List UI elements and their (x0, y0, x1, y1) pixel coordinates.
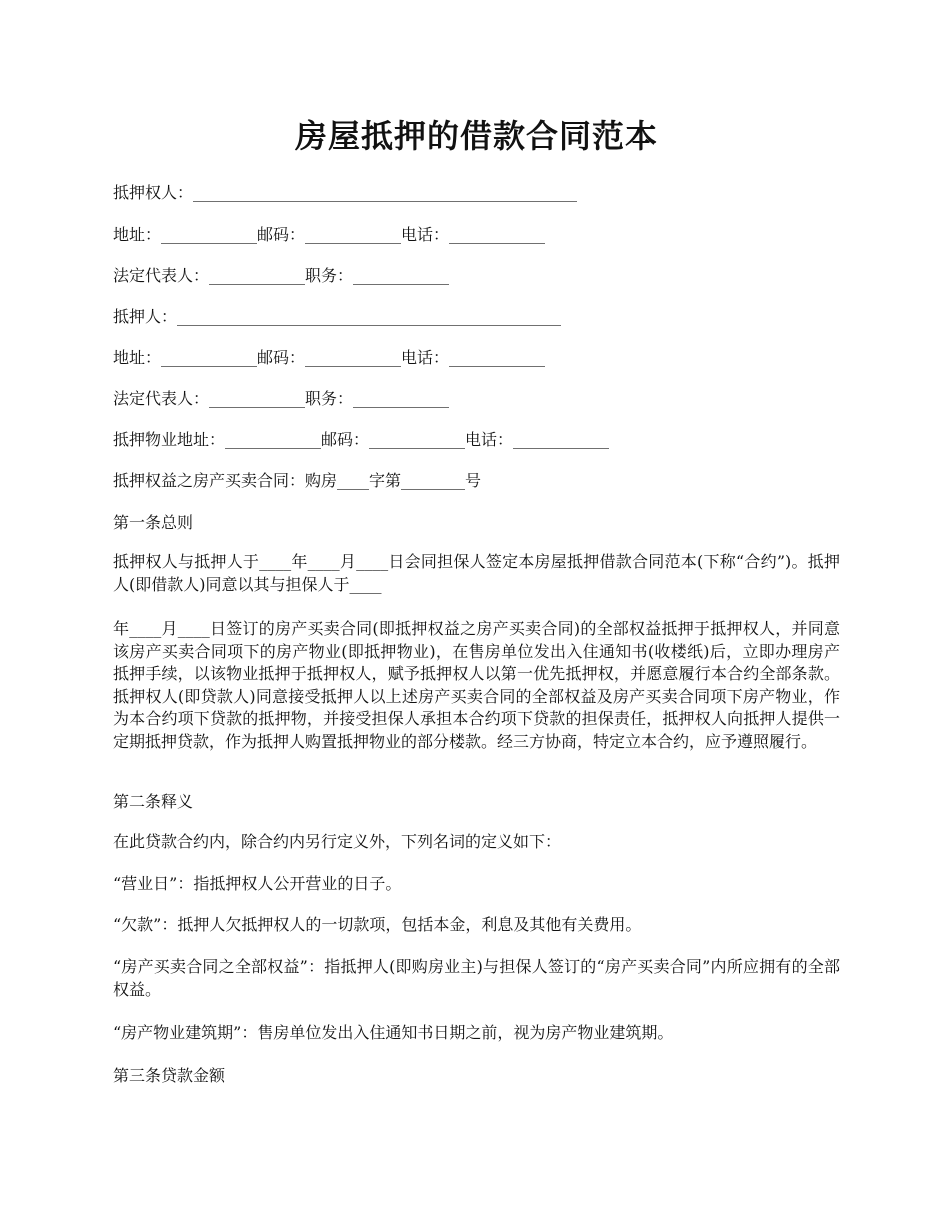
section-1-heading: 第一条总则 (113, 513, 194, 532)
section-1-paragraph-2: 年____月____日签订的房产买卖合同(即抵押权益之房产买卖合同)的全部权益抵押于抵押权人，并同意该房产买卖合同项下的房产物业(即抵押物业)，在售房单位发出入住通知书(收楼纸)后，立即办理房产抵押手续，以该物业抵押于抵押权人，赋予抵押权人以第一优先抵押权，并愿意履行本合约全部条款。抵押权人(即贷款人)同意接受抵押人以上述房产买卖合同的全部权益及房产买卖合同项下房产物业，作为本合约项下贷款的抵押物，并接受担保人承担本合约项下贷款的担保责任，抵押权人向抵押人提供一定期抵押贷款，作为抵押人购置抵押物业的部分楼款。经三方协商，特定立本合约，应予遵照履行。 (113, 619, 840, 751)
mortgagor-representative-field: 法定代表人：____________职务：____________ (113, 389, 450, 408)
definition-business-day: “营业日”：指抵押权人公开营业的日子。 (113, 874, 402, 893)
section-2-intro: 在此贷款合约内，除合约内另行定义外，下列名词的定义如下： (113, 832, 562, 851)
definition-construction-period: “房产物业建筑期”：售房单位发出入住通知书日期之前，视为房产物业建筑期。 (113, 1023, 674, 1042)
mortgagee-contact-field: 地址：____________邮码：____________电话：____________ (113, 225, 546, 244)
definition-contract-rights: “房产买卖合同之全部权益”：指抵押人(即购房业主)与担保人签订的“房产买卖合同”内所应拥有的全部权益。 (113, 957, 840, 999)
property-address-field: 抵押物业地址：____________邮码：____________电话：____________ (113, 430, 610, 449)
document-title: 房屋抵押的借款合同范本 (294, 117, 658, 155)
mortgagee-field: 抵押权人：________________________________________________ (113, 183, 578, 202)
definition-debt: “欠款”：抵押人欠抵押权人的一切款项，包括本金，利息及其他有关费用。 (113, 915, 642, 934)
section-3-heading: 第三条贷款金额 (113, 1066, 226, 1085)
section-1-paragraph-1: 抵押权人与抵押人于____年____月____日会同担保人签定本房屋抵押借款合同范本(下称“合约”)。抵押人(即借款人)同意以其与担保人于____ (113, 552, 840, 594)
section-2-heading: 第二条释义 (113, 792, 194, 811)
mortgagor-field: 抵押人：________________________________________________ (113, 307, 562, 326)
sale-contract-field: 抵押权益之房产买卖合同：购房____字第________号 (113, 471, 482, 490)
mortgagor-contact-field: 地址：____________邮码：____________电话：____________ (113, 348, 546, 367)
mortgagee-representative-field: 法定代表人：____________职务：____________ (113, 266, 450, 285)
